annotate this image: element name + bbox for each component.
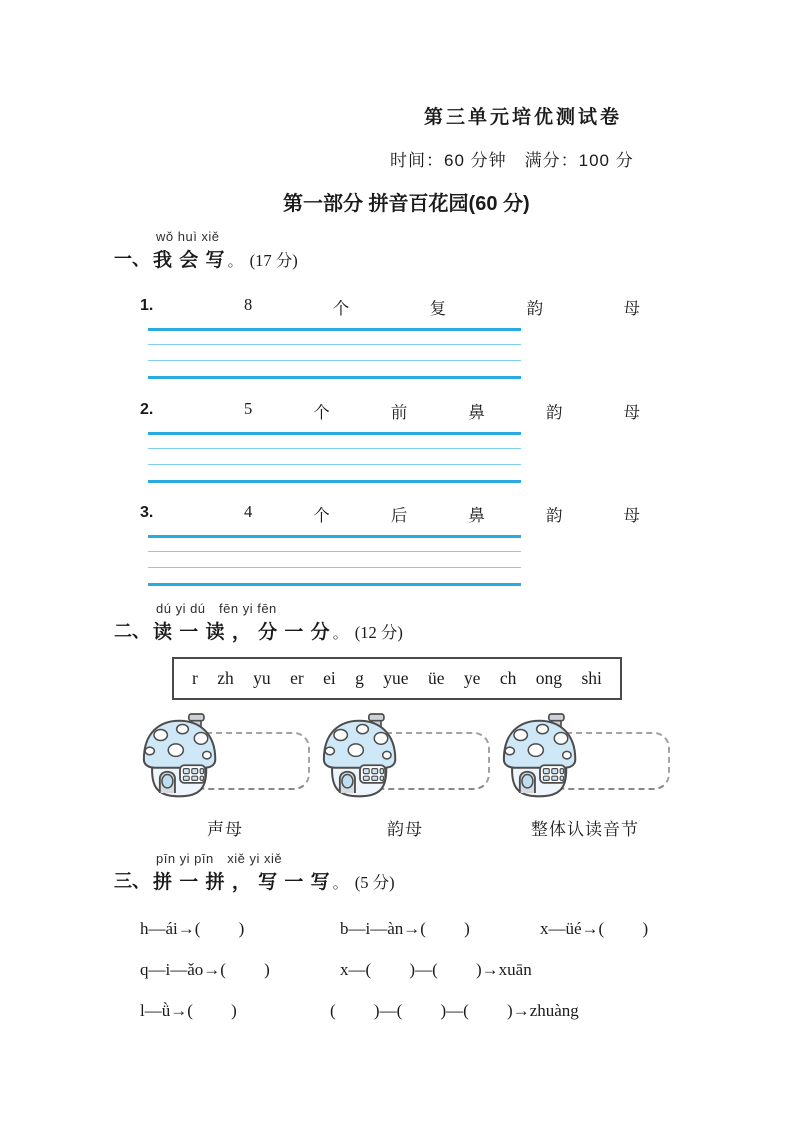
category-unit-shengmu [138, 711, 312, 841]
syllable-item: ong [535, 668, 563, 688]
category-label: 声母 [207, 820, 243, 839]
question-char: 鼻 [468, 506, 485, 525]
question-char: 前 [390, 403, 408, 422]
syllable-item: g [355, 668, 364, 688]
question-char: 复 [429, 299, 447, 318]
spelling-item: ( )—( )—( )→zhuàng [330, 1001, 579, 1020]
section3-title-block [153, 851, 395, 894]
section1-heading [114, 229, 298, 272]
question-text [244, 295, 640, 319]
section1-pinyin: wǒ huì xiě [156, 229, 220, 244]
section3-period: 。 [332, 875, 348, 892]
section3-heading [114, 851, 395, 894]
syllable-item: üe [427, 668, 445, 688]
spelling-exercise-row [140, 919, 648, 939]
syllable-item: ch [499, 668, 517, 688]
pinyin-writing-lines [148, 432, 521, 484]
section2-pinyin: dú yi dú fēn yi fēn [156, 601, 277, 616]
question-char: 后 [390, 506, 408, 525]
category-label: 韵母 [387, 820, 423, 839]
question-char: 母 [623, 403, 640, 422]
question-text [244, 502, 640, 526]
syllable-item: ye [463, 668, 481, 688]
section2-number: 二、 [114, 621, 150, 642]
question-char: 个 [313, 506, 330, 525]
spelling-item: q—i—ǎo→( ) [140, 960, 270, 979]
question-number: 2. [140, 401, 154, 418]
question-char: 个 [313, 403, 330, 422]
question-char: 母 [623, 299, 640, 318]
section2-period: 。 [332, 625, 348, 642]
question-char: 8 [244, 295, 253, 314]
section1-title: 我 会 写 [153, 250, 226, 271]
document-title: 第三单元培优测试卷 [424, 107, 623, 128]
spelling-exercise-row [140, 1001, 579, 1021]
question-row [140, 399, 640, 423]
category-unit-yunmu [318, 711, 492, 841]
spelling-item: b—i—àn→( ) [340, 919, 470, 938]
question-char: 韵 [526, 299, 544, 318]
section1-score: (17 分) [249, 251, 298, 270]
spelling-item: l—ǜ→( ) [140, 1001, 237, 1020]
question-char: 鼻 [468, 403, 485, 422]
question-char: 韵 [545, 506, 563, 525]
time-and-score-line: 时间：60 分钟 满分：100 分 [390, 151, 634, 170]
spelling-item: h—ái→( ) [140, 919, 245, 938]
mushroom-house-icon [138, 711, 222, 801]
section3-title: 拼 一 拼 ， 写 一 写 [153, 872, 331, 893]
section2-heading [114, 601, 403, 644]
spelling-exercise-row [140, 960, 532, 980]
mushroom-house-icon [318, 711, 402, 801]
pinyin-writing-lines [148, 328, 521, 380]
question-text [244, 399, 640, 423]
question-row [140, 295, 640, 319]
question-char: 韵 [545, 403, 563, 422]
question-char: 4 [244, 502, 253, 521]
question-row [140, 502, 640, 526]
question-char: 个 [332, 299, 350, 318]
section3-score: (5 分) [354, 873, 395, 892]
question-number: 3. [140, 504, 154, 521]
syllable-item: yu [253, 668, 271, 688]
spelling-item: x—( )—( )→xuān [340, 960, 532, 979]
category-unit-zhengtirendu [498, 711, 672, 841]
part-heading: 第一部分 拼音百花园(60 分) [283, 193, 530, 215]
syllable-item: r [192, 668, 198, 688]
question-char: 母 [623, 506, 640, 525]
section1-title-block [153, 229, 298, 272]
mushroom-house-icon [498, 711, 582, 801]
pinyin-writing-lines [148, 535, 521, 587]
section2-score: (12 分) [354, 623, 403, 642]
section3-pinyin: pīn yi pīn xiě yi xiě [156, 851, 283, 866]
spelling-item: x—üé→( ) [540, 919, 649, 938]
section2-title-block [153, 601, 403, 644]
category-houses-row [138, 711, 672, 841]
syllable-item: ei [323, 668, 336, 688]
syllable-word-bank [172, 657, 622, 700]
syllable-item: er [290, 668, 304, 688]
section1-number: 一、 [114, 249, 150, 270]
question-number: 1. [140, 297, 154, 314]
category-label: 整体认读音节 [531, 820, 639, 839]
syllable-item: yue [383, 668, 409, 688]
section3-number: 三、 [114, 871, 150, 892]
syllable-item: shi [581, 668, 602, 688]
section2-title: 读 一 读 ， 分 一 分 [153, 622, 331, 643]
syllable-item: zh [217, 668, 234, 688]
question-char: 5 [244, 399, 253, 418]
section1-period: 。 [227, 253, 243, 270]
